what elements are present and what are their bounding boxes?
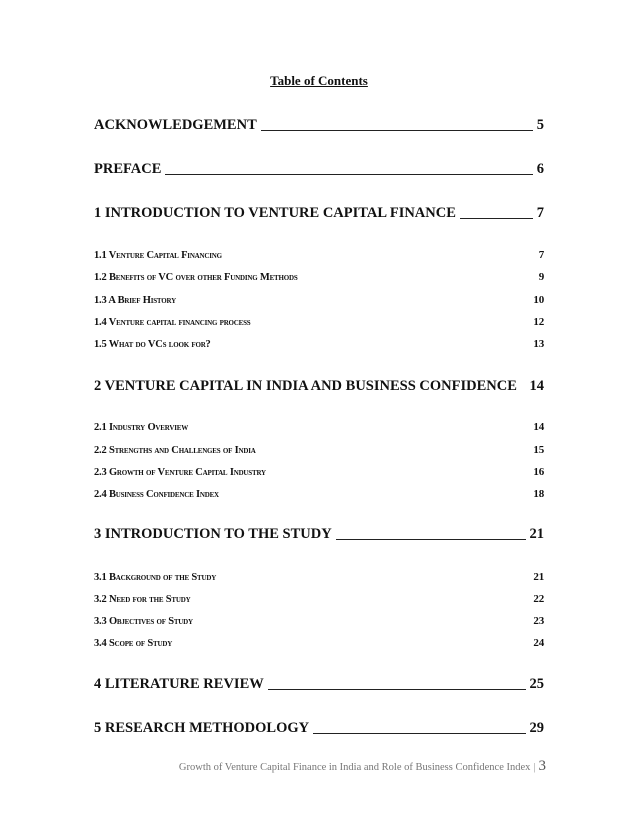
footer-page-number: 3 xyxy=(538,758,546,774)
toc-entry-chapter-1[interactable] xyxy=(94,205,544,222)
toc-entry-page: 7 xyxy=(536,205,544,221)
toc-title-text: Table of Contents xyxy=(270,73,368,88)
toc-entry-1-2[interactable] xyxy=(94,271,544,283)
toc-entry-preface[interactable] xyxy=(94,161,544,178)
toc-entry-page: 13 xyxy=(533,338,544,350)
toc-entry-label: 3.2 Need for the Study xyxy=(94,594,191,605)
toc-entry-label: 3.1 Background of the Study xyxy=(94,572,217,583)
toc-entry-page: 14 xyxy=(533,421,544,433)
toc-entry-acknowledgement[interactable] xyxy=(94,117,544,134)
toc-entry-label: 1.4 Venture capital financing process xyxy=(94,317,251,328)
toc-entry-label: 5 RESEARCH METHODOLOGY xyxy=(94,720,310,736)
toc-leader-line xyxy=(336,539,526,540)
toc-entry-page: 16 xyxy=(533,466,544,478)
toc-entry-page: 29 xyxy=(529,720,544,736)
toc-entry-label: 2.4 Business Confidence Index xyxy=(94,489,219,500)
toc-entry-1-5[interactable] xyxy=(94,338,544,350)
toc-leader-line xyxy=(165,174,532,175)
toc-entry-1-4[interactable] xyxy=(94,316,544,328)
toc-entry-chapter-2[interactable] xyxy=(94,378,544,395)
toc-leader-line xyxy=(261,130,533,131)
toc-entry-label: 3.3 Objectives of Study xyxy=(94,616,193,627)
toc-entry-2-2[interactable] xyxy=(94,444,544,456)
toc-leader-line xyxy=(313,733,525,734)
toc-leader-line xyxy=(268,689,526,690)
toc-entry-chapter-5[interactable] xyxy=(94,720,544,737)
toc-entry-1-3[interactable] xyxy=(94,294,544,306)
toc-entry-label: PREFACE xyxy=(94,161,162,177)
toc-entry-page: 9 xyxy=(538,271,544,283)
toc-title xyxy=(0,73,638,89)
page-footer xyxy=(179,758,546,775)
toc-entry-3-2[interactable] xyxy=(94,593,544,605)
toc-entry-3-3[interactable] xyxy=(94,615,544,627)
toc-entry-label: ACKNOWLEDGEMENT xyxy=(94,117,257,133)
toc-entry-3-4[interactable] xyxy=(94,637,544,649)
toc-leader-line xyxy=(460,218,533,219)
toc-entry-label: 1.2 Benefits of VC over other Funding Methods xyxy=(94,272,298,283)
toc-entry-2-4[interactable] xyxy=(94,488,544,500)
toc-entry-2-3[interactable] xyxy=(94,466,544,478)
toc-entry-page: 21 xyxy=(533,571,544,583)
toc-entry-1-1[interactable] xyxy=(94,249,544,261)
toc-entry-label: 2.3 Growth of Venture Capital Industry xyxy=(94,467,266,478)
toc-entry-page: 7 xyxy=(538,249,544,261)
toc-entry-label: 3.4 Scope of Study xyxy=(94,638,173,649)
toc-entry-label: 2.1 Industry Overview xyxy=(94,422,189,433)
footer-text: Growth of Venture Capital Finance in India and Role of Business Confidence Index xyxy=(178,762,531,773)
toc-entry-chapter-3[interactable] xyxy=(94,526,544,543)
toc-entry-page: 22 xyxy=(533,593,544,605)
toc-entry-label: 3 INTRODUCTION TO THE STUDY xyxy=(94,526,332,542)
toc-entry-label: 1.5 What do VCs look for? xyxy=(94,339,211,350)
toc-entry-page: 15 xyxy=(533,444,544,456)
toc-entry-3-1[interactable] xyxy=(94,571,544,583)
toc-entry-chapter-4[interactable] xyxy=(94,676,544,693)
footer-separator: | xyxy=(533,762,536,773)
toc-entry-label: 2.2 Strengths and Challenges of India xyxy=(94,445,256,456)
toc-entry-page: 12 xyxy=(533,316,544,328)
toc-entry-page: 25 xyxy=(529,676,544,692)
toc-entry-page: 24 xyxy=(533,637,544,649)
toc-entry-label: 2 VENTURE CAPITAL IN INDIA AND BUSINESS CONFIDENCE xyxy=(94,378,517,394)
toc-entry-page: 5 xyxy=(536,117,544,133)
toc-entry-label: 1.3 A Brief History xyxy=(94,295,176,306)
toc-entry-page: 6 xyxy=(536,161,544,177)
toc-entry-page: 10 xyxy=(533,294,544,306)
toc-entry-page: 21 xyxy=(529,526,544,542)
toc-entry-page: 23 xyxy=(533,615,544,627)
toc-entry-label: 1 INTRODUCTION TO VENTURE CAPITAL FINANCE xyxy=(94,205,456,221)
toc-entry-page: 18 xyxy=(533,488,544,500)
toc-entry-page: 14 xyxy=(529,378,544,394)
toc-entry-label: 1.1 Venture Capital Financing xyxy=(94,250,222,261)
toc-entry-label: 4 LITERATURE REVIEW xyxy=(94,676,264,692)
toc-entry-2-1[interactable] xyxy=(94,421,544,433)
